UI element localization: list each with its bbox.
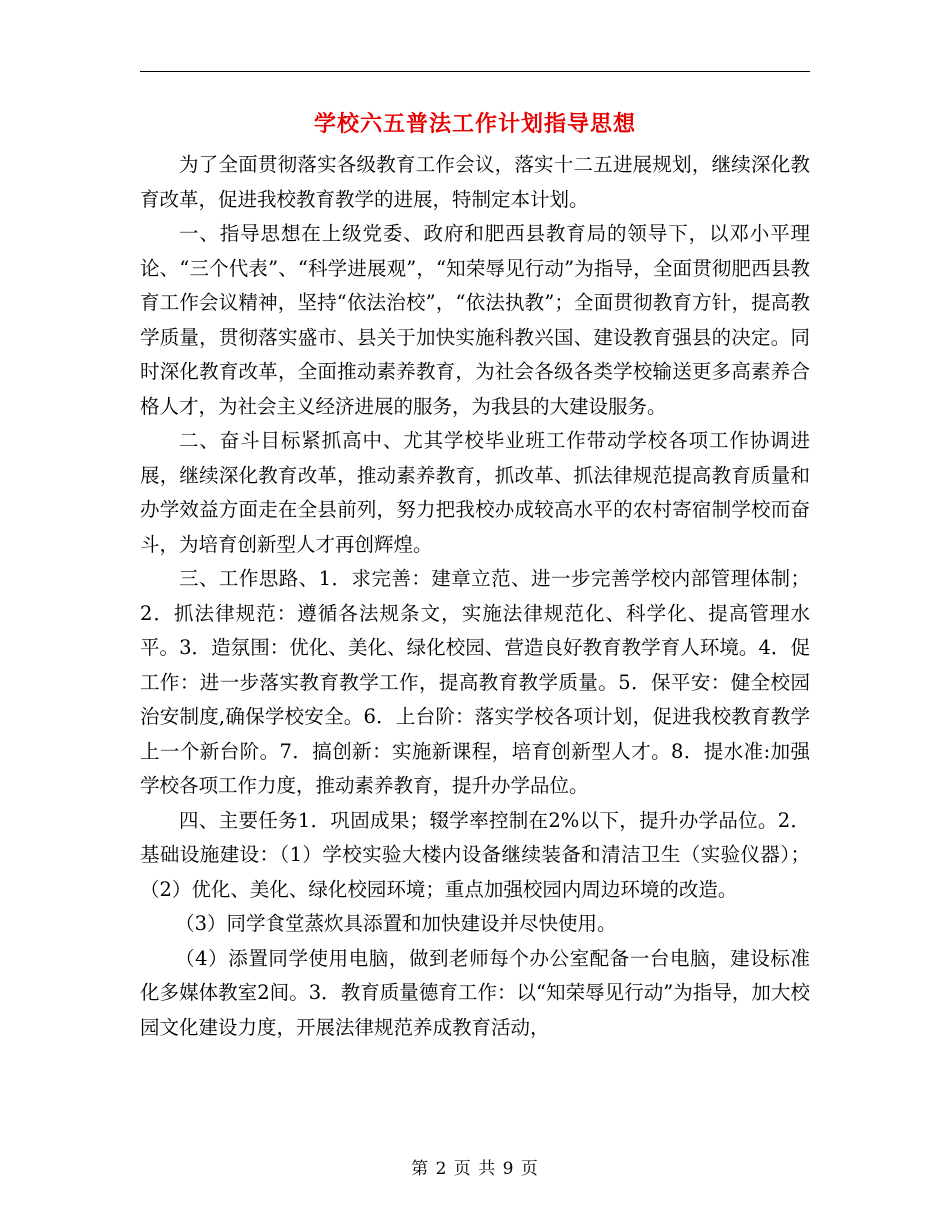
header-rule [140,71,810,72]
paragraph-task-item-4: （4）添置同学使用电脑，做到老师每个办公室配备一台电脑，建设标准化多媒体教室2间。3．教育质量德育工作：以“知荣辱见行动”为指导，加大校园文化建设力度，开展法律规范养成教育活动， [140,946,810,1039]
paragraph-guiding-ideology: 一、指导思想在上级党委、政府和肥西县教育局的领导下，以邓小平理论、“三个代表”、“科学进展观”，“知荣辱见行动”为指导，全面贯彻肥西县教育工作会议精神，坚持“依法治校”，“依法执教”；全面贯彻教育方针，提高教学质量，贯彻落实盛市、县关于加快实施科教兴国、建设教育强县的决定。同时深化教育改革，全面推动素养教育，为社会各级各类学校输送更多高素养合格人才，为社会主义经济进展的服务，为我县的大建设服务。 [140,222,810,418]
paragraph-work-approach: 三、工作思路、1．求完善：建章立范、进一步完善学校内部管理体制；2．抓法律规范：遵循各法规条文，实施法律规范化、科学化、提高管理水平。3．造氛围：优化、美化、绿化校园、营造良好教育教学育人环境。4．促工作：进一步落实教育教学工作，提高教育教学质量。5．保平安：健全校园治安制度,确保学校安全。6．上台阶：落实学校各项计划，促进我校教育教学上一个新台阶。7．搞创新：实施新课程，培育创新型人才。8．提水准:加强学校各项工作力度，推动素养教育，提升办学品位。 [140,567,810,797]
paragraph-intro: 为了全面贯彻落实各级教育工作会议，落实十二五进展规划，继续深化教育改革，促进我校教育教学的进展，特制定本计划。 [140,153,810,211]
document-title: 学校六五普法工作计划指导思想 [313,111,636,137]
paragraph-task-item-3: （3）同学食堂蒸炊具添置和加快建设并尽快使用。 [175,912,617,935]
paragraph-main-tasks: 四、主要任务1．巩固成果；辍学率控制在2%以下，提升办学品位。2．基础设施建设：（1）学校实验大楼内设备继续装备和清洁卫生（实验仪器）；（2）优化、美化、绿化校园环境；重点加强校园内周边环境的改造。 [140,808,810,901]
page-number: 第 2 页 共 9 页 [411,1159,539,1179]
document-body [140,148,810,1045]
paragraph-goals: 二、奋斗目标紧抓高中、尤其学校毕业班工作带动学校各项工作协调进展，继续深化教育改革，推动素养教育，抓改革、抓法律规范提高教育质量和办学效益方面走在全县前列，努力把我校办成较高水平的农村寄宿制学校而奋斗，为培育创新型人才再创辉煌。 [140,429,810,556]
